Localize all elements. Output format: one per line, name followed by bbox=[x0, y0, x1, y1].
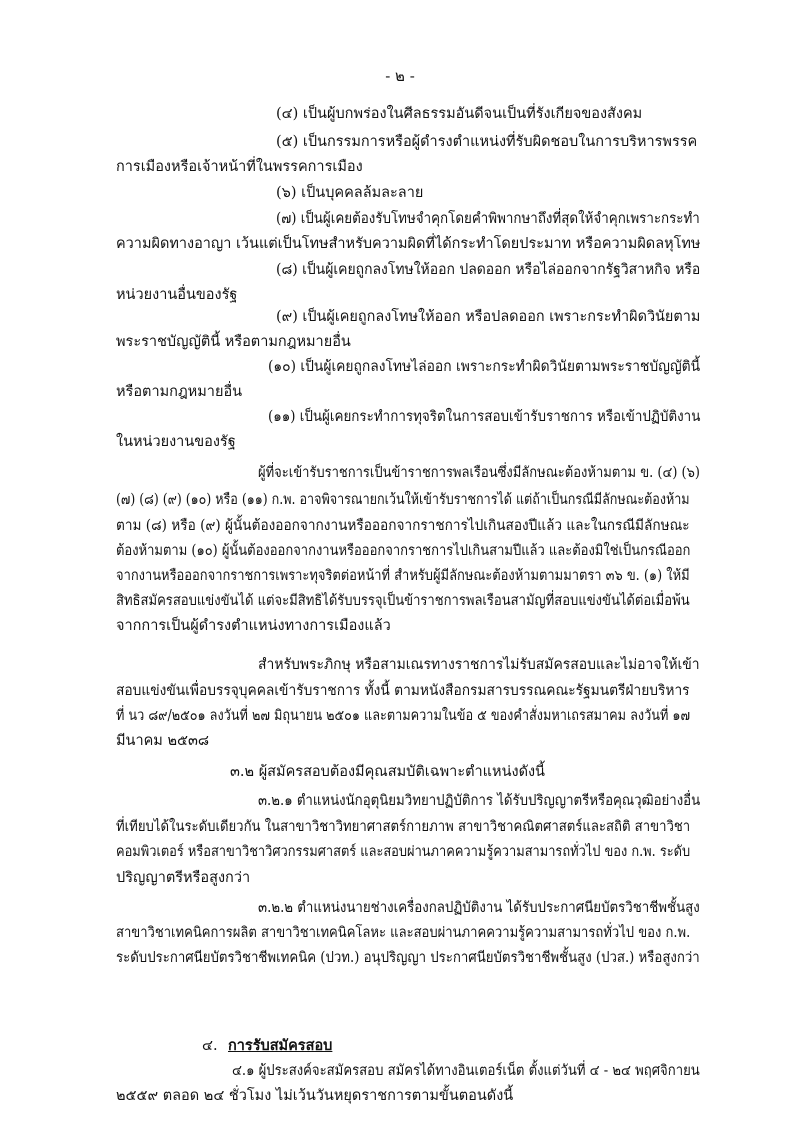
list-item-continuation: หน่วยงานอื่นของรัฐ bbox=[116, 287, 238, 303]
paragraph-line: ๓.๒.๑ ตำแหน่งนักอุตุนิยมวิทยาปฏิบัติการ ได้รับปริญญาตรีหรือคุณวุฒิอย่างอื่น bbox=[258, 793, 701, 809]
list-item: (๘) เป็นผู้เคยถูกลงโทษให้ออก ปลดออก หรือไล่ออกจากรัฐวิสาหกิจ หรือ bbox=[276, 262, 701, 278]
section-number: ๔. bbox=[202, 1038, 218, 1054]
paragraph-line: ที่ นว ๘๙/๒๕๐๑ ลงวันที่ ๒๗ มิถุนายน ๒๕๐๑ และตามความในข้อ ๕ ของคำสั่งมหาเถรสมาคม ลงวันที่ ๑๗ bbox=[116, 708, 691, 724]
paragraph-line: ระดับประกาศนียบัตรวิชาชีพเทคนิค (ปวท.) อนุปริญญา ประกาศนียบัตรวิชาชีพชั้นสูง (ปวส.) หรือสูงกว่า bbox=[116, 950, 700, 966]
paragraph-line: ๒๕๕๙ ตลอด ๒๔ ชั่วโมง ไม่เว้นวันหยุดราชการตามขั้นตอนดังนี้ bbox=[116, 1088, 514, 1104]
list-item-continuation: การเมืองหรือเจ้าหน้าที่ในพรรคการเมือง bbox=[116, 159, 363, 175]
paragraph-line: ๔.๑ ผู้ประสงค์จะสมัครสอบ สมัครได้ทางอินเตอร์เน็ต ตั้งแต่วันที่ ๔ - ๒๔ พฤศจิกายน bbox=[232, 1063, 700, 1079]
paragraph-line: ปริญญาตรีหรือสูงกว่า bbox=[116, 870, 251, 886]
page-number: - ๒ - bbox=[385, 67, 415, 85]
paragraph-line: ๓.๒.๒ ตำแหน่งนายช่างเครื่องกลปฏิบัติงาน ได้รับประกาศนียบัตรวิชาชีพชั้นสูง bbox=[258, 900, 700, 916]
paragraph-line: มีนาคม ๒๕๓๘ bbox=[116, 733, 210, 749]
list-item-continuation: พระราชบัญญัตินี้ หรือตามกฎหมายอื่น bbox=[116, 334, 351, 350]
paragraph-line: ผู้ที่จะเข้ารับราชการเป็นข้าราชการพลเรือนซึ่งมีลักษณะต้องห้ามตาม ข. (๔) (๖) bbox=[258, 465, 700, 481]
paragraph-line: คอมพิวเตอร์ หรือสาขาวิชาวิศวกรรมศาสตร์ และสอบผ่านภาคความรู้ความสามารถทั่วไป ของ ก.พ. ระดับ bbox=[116, 844, 691, 860]
section-heading bbox=[202, 1036, 332, 1056]
list-item: (๑๐) เป็นผู้เคยถูกลงโทษไล่ออก เพราะกระทำผิดวินัยตามพระราชบัญญัตินี้ bbox=[268, 359, 701, 375]
list-item-continuation: ความผิดทางอาญา เว้นแต่เป็นโทษสำหรับความผิดที่ได้กระทำโดยประมาท หรือความผิดลหุโทษ bbox=[116, 236, 701, 252]
list-item: (๕) เป็นกรรมการหรือผู้ดำรงตำแหน่งที่รับผิดชอบในการบริหารพรรค bbox=[276, 134, 698, 150]
list-item: (๖) เป็นบุคคลล้มละลาย bbox=[276, 185, 424, 201]
list-item: (๙) เป็นผู้เคยถูกลงโทษให้ออก หรือปลดออก เพราะกระทำผิดวินัยตาม bbox=[276, 309, 701, 325]
list-item: (๗) เป็นผู้เคยต้องรับโทษจำคุกโดยคำพิพากษาถึงที่สุดให้จำคุกเพราะกระทำ bbox=[276, 211, 700, 227]
paragraph-line: ที่เทียบได้ในระดับเดียวกัน ในสาขาวิชาวิทยาศาสตร์กายภาพ สาขาวิชาคณิตศาสตร์และสถิติ สาขาวิชา bbox=[116, 819, 691, 835]
list-item: (๑๑) เป็นผู้เคยกระทำการทุจริตในการสอบเข้ารับราชการ หรือเข้าปฏิบัติงาน bbox=[268, 409, 701, 425]
section-title: การรับสมัครสอบ bbox=[228, 1037, 333, 1054]
paragraph-line: จากการเป็นผู้ดำรงตำแหน่งทางการเมืองแล้ว bbox=[116, 618, 391, 634]
section-subheading: ๓.๒ ผู้สมัครสอบต้องมีคุณสมบัติเฉพาะตำแหน่งดังนี้ bbox=[230, 764, 545, 780]
paragraph-line: ต้องห้ามตาม (๑๐) ผู้นั้นต้องออกจากงานหรือออกจากราชการไปเกินสามปีแล้ว และต้องมิใช่เป็นกรณีออก bbox=[116, 543, 691, 559]
paragraph-line: (๗) (๘) (๙) (๑๐) หรือ (๑๑) ก.พ. อาจพิจารณายกเว้นให้เข้ารับราชการได้ แต่ถ้าเป็นกรณีมีลักษณะต้องห้าม bbox=[116, 492, 690, 508]
list-item-continuation: ในหน่วยงานของรัฐ bbox=[116, 434, 236, 450]
list-item: (๔) เป็นผู้บกพร่องในศีลธรรมอันดีจนเป็นที่รังเกียจของสังคม bbox=[276, 106, 643, 122]
paragraph-line: ตาม (๘) หรือ (๙) ผู้นั้นต้องออกจากงานหรือออกจากราชการไปเกินสองปีแล้ว และในกรณีมีลักษณะ bbox=[116, 518, 690, 534]
list-item-continuation: หรือตามกฎหมายอื่น bbox=[116, 384, 243, 400]
paragraph-line: สาขาวิชาเทคนิคการผลิต สาขาวิชาเทคนิคโลหะ และสอบผ่านภาคความรู้ความสามารถทั่วไป ของ ก.พ. bbox=[116, 925, 691, 941]
paragraph-line: จากงานหรือออกจากราชการเพราะทุจริตต่อหน้าที่ สำหรับผู้มีลักษณะต้องห้ามตามมาตรา ๓๖ ข. (๑) ให้มี bbox=[116, 568, 690, 584]
paragraph-line: สิทธิสมัครสอบแข่งขันได้ แต่จะมีสิทธิได้รับบรรจุเป็นข้าราชการพลเรือนสามัญที่สอบแข่งขันได้ต่อเมื่อพ้น bbox=[116, 593, 690, 609]
paragraph-line: สำหรับพระภิกษุ หรือสามเณรทางราชการไม่รับสมัครสอบและไม่อาจให้เข้า bbox=[258, 657, 700, 673]
paragraph-line: สอบแข่งขันเพื่อบรรจุบุคคลเข้ารับราชการ ทั้งนี้ ตามหนังสือกรมสารบรรณคณะรัฐมนตรีฝ่ายบริหาร bbox=[116, 683, 690, 699]
